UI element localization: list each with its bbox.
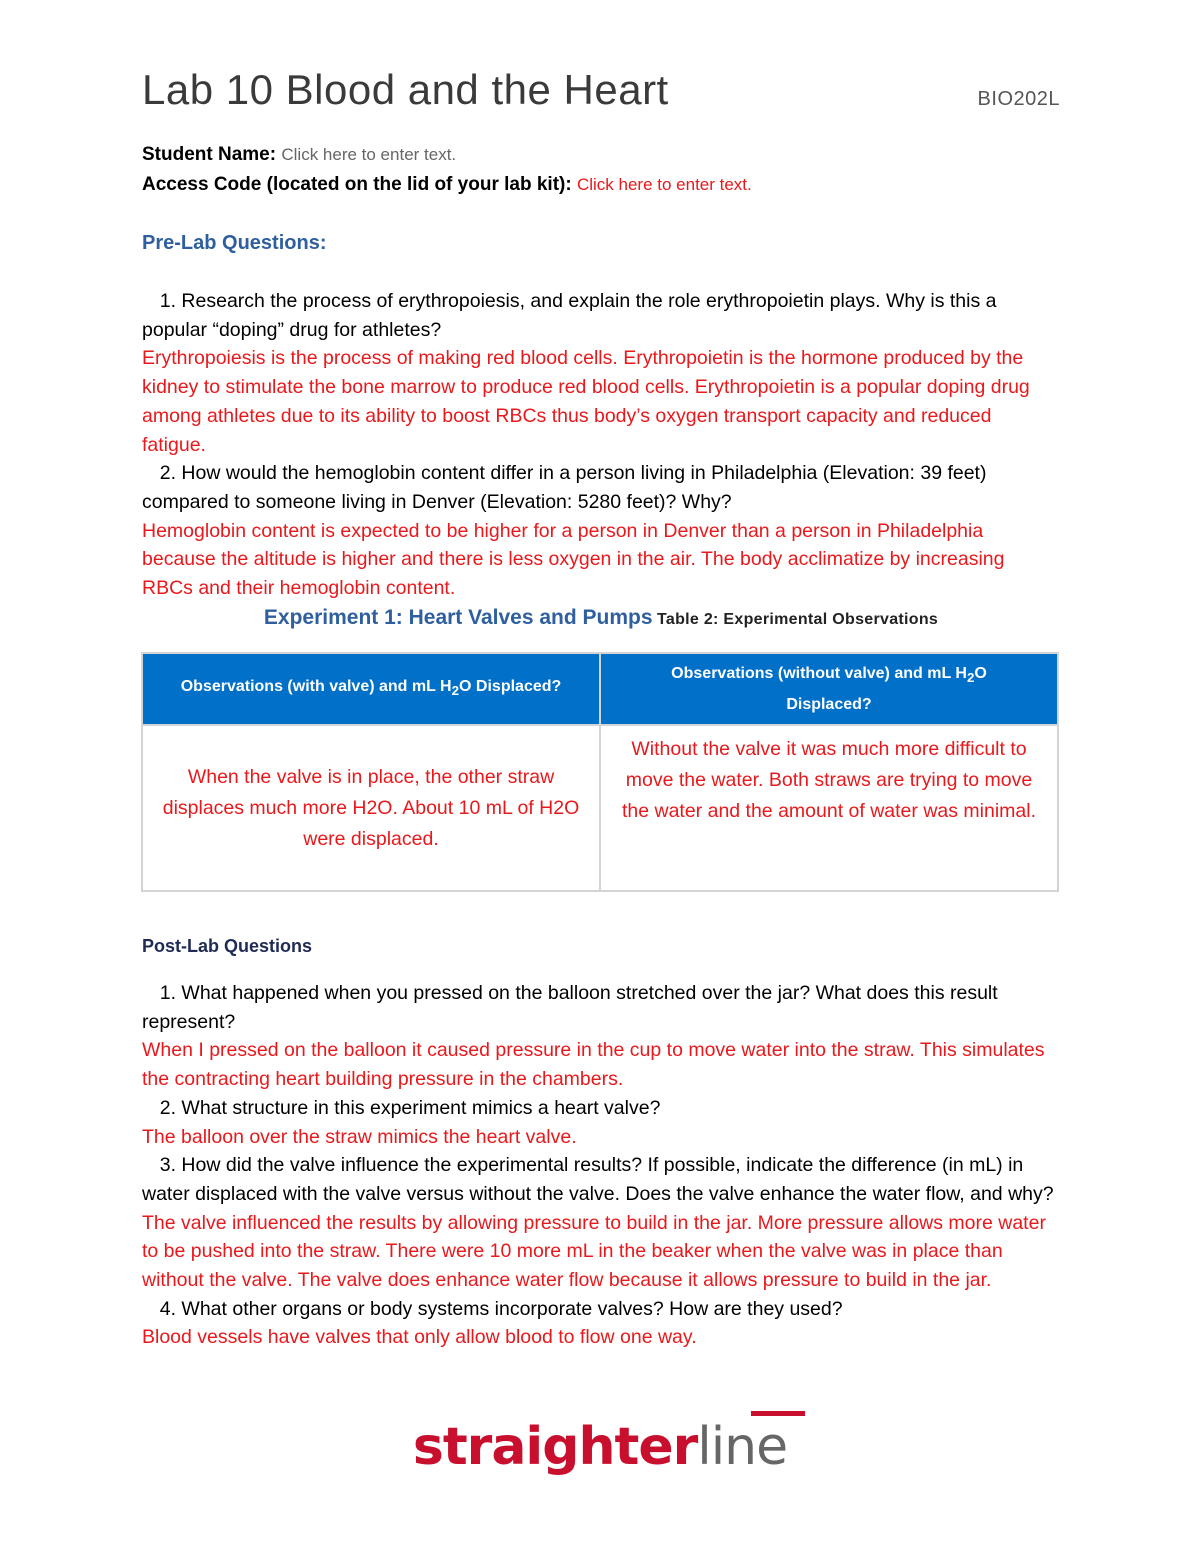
- title-row: [142, 66, 1060, 126]
- question-text: Research the process of erythropoiesis, and explain the role erythropoietin plays. Why is this a popular “doping” drug for athletes?: [142, 290, 997, 341]
- post-lab-answer-1: When I pressed on the balloon it caused pressure in the cup to move water into the straw. This simulates the contracting heart building pressure in the chambers.: [142, 1039, 1045, 1091]
- question-number: 2.: [159, 462, 176, 485]
- access-code-line: [142, 174, 752, 196]
- pre-lab-question-2: [142, 459, 1060, 516]
- logo-accent-bar: [751, 1411, 805, 1416]
- experiment-heading-row: [142, 606, 1060, 630]
- with-valve-observation[interactable]: When the valve is in place, the other straw displaces much more H2O. About 10 mL of H2O were displaced.: [142, 725, 600, 891]
- student-name-field[interactable]: Click here to enter text.: [281, 145, 457, 164]
- logo-text-straighter: straighter: [412, 1417, 698, 1477]
- course-code: BIO202L: [977, 88, 1060, 110]
- post-lab-question-1: [142, 979, 1060, 1036]
- logo-text-line: line: [697, 1417, 788, 1477]
- question-number: 4.: [159, 1297, 176, 1320]
- experiment-title: Experiment 1: Heart Valves and Pumps: [263, 606, 653, 629]
- straighterline-logo: [0, 1415, 1200, 1479]
- table-row: [142, 725, 1058, 891]
- student-name-line: [142, 144, 456, 166]
- pre-lab-question-1: [142, 287, 1060, 344]
- student-name-label: Student Name:: [142, 144, 277, 165]
- question-text: How would the hemoglobin content differ in a person living in Philadelphia (Elevation: 39 feet) compared to someone living in Denver (Elevation: 5280 feet)? Why?: [142, 462, 987, 513]
- access-code-field[interactable]: Click here to enter text.: [576, 175, 752, 194]
- post-lab-answer-3: The valve influenced the results by allowing pressure to build in the jar. More pressure allows more water to be pushed into the straw. There were 10 more mL in the beaker when the valve was in place than without the valve. The valve does enhance water flow because it allows pressure to build in the jar.: [142, 1211, 1046, 1292]
- column-header-without-valve: Observations (without valve) and mL $H_2O$ Displaced?: [600, 653, 1058, 725]
- pre-lab-heading: Pre-Lab Questions:: [142, 232, 327, 254]
- access-code-label: Access Code (located on the lid of your lab kit):: [142, 174, 572, 195]
- post-lab-answer-4: Blood vessels have valves that only allow blood to flow one way.: [142, 1326, 697, 1349]
- post-lab-answer-2: The balloon over the straw mimics the heart valve.: [142, 1125, 577, 1148]
- observations-table: [141, 652, 1059, 892]
- pre-lab-answer-1: Erythropoiesis is the process of making red blood cells. Erythropoietin is the hormone produced by the kidney to stimulate the bone marrow to produce red blood cells. Erythropoietin is a popular doping drug among athletes due to its ability to boost RBCs thus body’s oxygen transport capacity and reduced fatigue.: [142, 347, 1030, 456]
- question-number: 2.: [159, 1096, 176, 1119]
- question-text: What happened when you pressed on the balloon stretched over the jar? What does this result represent?: [142, 982, 998, 1033]
- question-text: How did the valve influence the experimental results? If possible, indicate the difference (in mL) in water displaced with the valve versus without the valve. Does the valve enhance the water flow, and why?: [142, 1154, 1054, 1205]
- question-text: What structure in this experiment mimics a heart valve?: [181, 1096, 661, 1119]
- document-title: Lab 10 Blood and the Heart: [142, 66, 669, 113]
- question-number: 3.: [159, 1154, 176, 1177]
- column-header-with-valve: Observations (with valve) and mL $H_2O$ Displaced?: [142, 653, 600, 725]
- post-lab-question-4: [142, 1295, 1060, 1324]
- pre-lab-questions: [142, 287, 1060, 603]
- pre-lab-answer-2: Hemoglobin content is expected to be higher for a person in Denver than a person in Philadelphia because the altitude is higher and there is less oxygen in the air. The body acclimatize by increasing RBCs and their hemoglobin content.: [142, 519, 1005, 600]
- question-text: What other organs or body systems incorporate valves? How are they used?: [181, 1297, 843, 1320]
- post-lab-question-3: [142, 1151, 1060, 1208]
- question-number: 1.: [159, 982, 176, 1004]
- table-header-row: [142, 653, 1058, 725]
- post-lab-heading: Post-Lab Questions: [142, 936, 313, 956]
- post-lab-questions: [142, 979, 1060, 1352]
- post-lab-question-2: [142, 1094, 1060, 1123]
- without-valve-observation[interactable]: Without the valve it was much more difficult to move the water. Both straws are trying to move the water and the amount of water was minimal.: [600, 725, 1058, 891]
- question-number: 1.: [159, 290, 176, 312]
- table-caption: Table 2: Experimental Observations: [657, 611, 939, 628]
